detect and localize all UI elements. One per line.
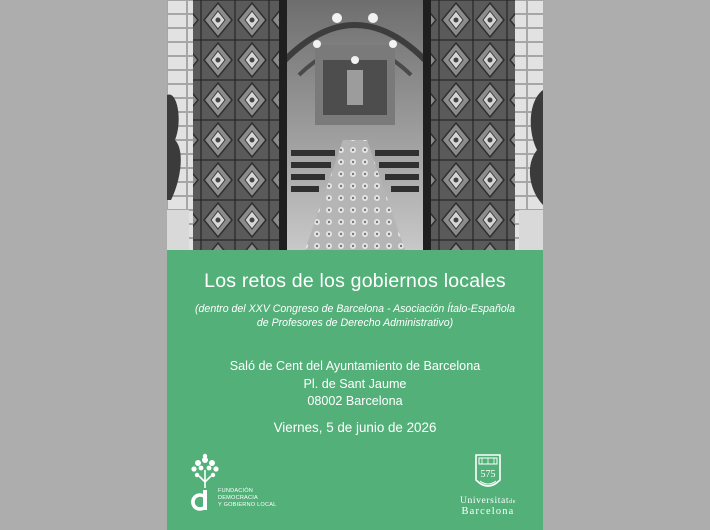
hall-photo: [167, 0, 543, 250]
subtitle-line-2: de Profesores de Derecho Administrativo): [256, 317, 454, 329]
event-title: Los retos de los gobiernos locales: [204, 270, 506, 292]
subtitle-line-1: (dentro del XXV Congreso de Barcelona - Asociación Ítalo-Española: [195, 303, 515, 315]
ub-seal-icon: [448, 452, 528, 494]
seal-number: 575: [480, 469, 496, 480]
ub-name-line-1: [448, 495, 528, 506]
saló-de-cent-image: [167, 0, 543, 250]
venue-line-2: Pl. de Sant Jaume: [303, 376, 407, 391]
ub-name-de: de: [509, 499, 517, 505]
event-date: Viernes, 5 de junio de 2026: [273, 420, 437, 435]
fundacion-line-3: Y GOBIERNO LOCAL: [218, 502, 277, 509]
fundacion-line-2: DEMOCRACIA: [218, 495, 258, 502]
venue-line-1: Saló de Cent del Ayuntamiento de Barcelona: [229, 359, 481, 373]
ub-name-line-2: Barcelona: [461, 506, 515, 517]
ub-name-universitat: Universitat: [459, 495, 510, 506]
event-subtitle: [167, 302, 543, 330]
fundacion-text: [218, 488, 276, 510]
fundacion-democracia-logo: [187, 452, 307, 516]
event-poster: [167, 0, 543, 530]
event-venue: [167, 358, 543, 411]
venue-line-3: 08002 Barcelona: [307, 394, 403, 408]
universitat-barcelona-logo: [448, 452, 528, 517]
fundacion-line-1: FUNDACIÓN: [218, 488, 254, 494]
